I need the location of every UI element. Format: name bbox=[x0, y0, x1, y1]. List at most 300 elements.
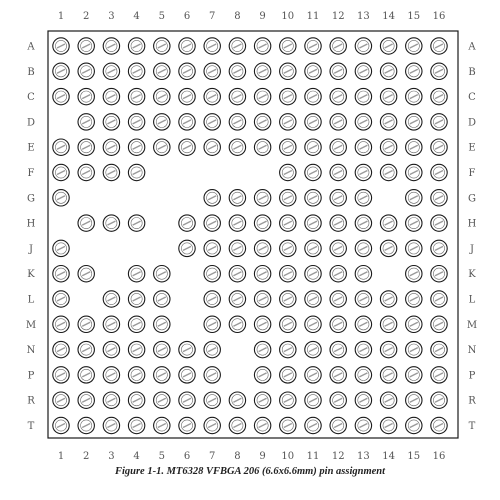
column-label-top: 8 bbox=[234, 11, 241, 22]
column-label-bottom: 8 bbox=[234, 451, 241, 462]
pin-A5 bbox=[154, 38, 170, 54]
column-label-top: 13 bbox=[357, 11, 370, 22]
pin-T12 bbox=[330, 417, 346, 433]
pin-P1 bbox=[53, 367, 69, 383]
pin-N6 bbox=[179, 341, 195, 357]
pin-K1 bbox=[53, 266, 69, 282]
pin-P5 bbox=[154, 367, 170, 383]
pin-F1 bbox=[53, 164, 69, 180]
column-label-top: 5 bbox=[158, 11, 165, 22]
pin-K12 bbox=[330, 266, 346, 282]
pin-L8 bbox=[229, 291, 245, 307]
pin-H11 bbox=[305, 215, 321, 231]
pin-C7 bbox=[204, 88, 220, 104]
row-label-right: A bbox=[468, 41, 476, 53]
pin-D10 bbox=[280, 114, 296, 130]
pin-E6 bbox=[179, 139, 195, 155]
pin-R13 bbox=[355, 392, 371, 408]
pin-L12 bbox=[330, 291, 346, 307]
pin-T13 bbox=[355, 417, 371, 433]
column-label-top: 11 bbox=[306, 11, 320, 22]
pin-D7 bbox=[204, 114, 220, 130]
row-label-left: J bbox=[28, 243, 34, 255]
pin-H10 bbox=[280, 215, 296, 231]
pin-A14 bbox=[380, 38, 396, 54]
column-label-bottom: 13 bbox=[357, 451, 370, 462]
row-label-right: F bbox=[468, 168, 476, 179]
row-label-left: P bbox=[27, 370, 35, 382]
pin-B7 bbox=[204, 63, 220, 79]
pin-J16 bbox=[431, 240, 447, 256]
pin-B8 bbox=[229, 63, 245, 79]
pin-C14 bbox=[380, 88, 396, 104]
pin-P12 bbox=[330, 367, 346, 383]
pin-F15 bbox=[406, 164, 422, 180]
pin-M8 bbox=[229, 316, 245, 332]
column-label-top: 4 bbox=[133, 11, 140, 22]
figure-caption: Figure 1-1. MT6328 VFBGA 206 (6.6x6.6mm) pin assignment bbox=[114, 466, 386, 477]
pin-E3 bbox=[103, 139, 119, 155]
pin-R9 bbox=[254, 392, 270, 408]
pin-R5 bbox=[154, 392, 170, 408]
pin-C11 bbox=[305, 88, 321, 104]
pin-G7 bbox=[204, 190, 220, 206]
row-label-left: H bbox=[26, 218, 36, 230]
pin-N5 bbox=[154, 341, 170, 357]
pin-G12 bbox=[330, 190, 346, 206]
pin-A12 bbox=[330, 38, 346, 54]
row-label-left: B bbox=[27, 66, 35, 78]
pin-C12 bbox=[330, 88, 346, 104]
pin-K16 bbox=[431, 266, 447, 282]
pin-D12 bbox=[330, 114, 346, 130]
pin-J9 bbox=[254, 240, 270, 256]
pin-T3 bbox=[103, 417, 119, 433]
pin-E15 bbox=[406, 139, 422, 155]
pin-M16 bbox=[431, 316, 447, 332]
pin-P16 bbox=[431, 367, 447, 383]
column-label-top: 10 bbox=[281, 11, 295, 22]
column-labels-bottom bbox=[58, 451, 446, 462]
pin-M5 bbox=[154, 316, 170, 332]
pin-D2 bbox=[78, 114, 94, 130]
pin-F13 bbox=[355, 164, 371, 180]
column-label-bottom: 1 bbox=[57, 451, 65, 462]
pin-R14 bbox=[380, 392, 396, 408]
pin-N14 bbox=[380, 341, 396, 357]
column-label-bottom: 9 bbox=[259, 451, 266, 462]
row-label-right: H bbox=[467, 218, 477, 230]
pin-T14 bbox=[380, 417, 396, 433]
pin-P6 bbox=[179, 367, 195, 383]
pin-K15 bbox=[406, 266, 422, 282]
row-label-left: L bbox=[27, 294, 35, 306]
pin-H12 bbox=[330, 215, 346, 231]
row-label-left: C bbox=[27, 92, 35, 104]
pin-H3 bbox=[103, 215, 119, 231]
pin-E14 bbox=[380, 139, 396, 155]
pin-T4 bbox=[128, 417, 144, 433]
pin-T11 bbox=[305, 417, 321, 433]
pin-D4 bbox=[128, 114, 144, 130]
pin-A4 bbox=[128, 38, 144, 54]
pin-T6 bbox=[179, 417, 195, 433]
row-label-left: A bbox=[27, 41, 35, 53]
pin-J7 bbox=[204, 240, 220, 256]
pin-K8 bbox=[229, 266, 245, 282]
pin-D13 bbox=[355, 114, 371, 130]
pin-D16 bbox=[431, 114, 447, 130]
pin-B6 bbox=[179, 63, 195, 79]
row-label-right: R bbox=[468, 395, 476, 407]
pin-N13 bbox=[355, 341, 371, 357]
pin-A3 bbox=[103, 38, 119, 54]
pin-T2 bbox=[78, 417, 94, 433]
pin-C16 bbox=[431, 88, 447, 104]
pin-M12 bbox=[330, 316, 346, 332]
row-label-right: M bbox=[466, 319, 478, 331]
pin-K4 bbox=[128, 266, 144, 282]
pin-M10 bbox=[280, 316, 296, 332]
pin-B15 bbox=[406, 63, 422, 79]
pin-F14 bbox=[380, 164, 396, 180]
column-labels-top bbox=[58, 11, 446, 22]
pin-N9 bbox=[254, 341, 270, 357]
pin-D9 bbox=[254, 114, 270, 130]
pin-F3 bbox=[103, 164, 119, 180]
pin-L14 bbox=[380, 291, 396, 307]
row-label-left: K bbox=[27, 269, 35, 281]
pin-T7 bbox=[204, 417, 220, 433]
row-label-left: F bbox=[27, 168, 35, 179]
pin-G16 bbox=[431, 190, 447, 206]
pin-A1 bbox=[53, 38, 69, 54]
pin-J12 bbox=[330, 240, 346, 256]
pin-D15 bbox=[406, 114, 422, 130]
pin-K5 bbox=[154, 266, 170, 282]
pin-P14 bbox=[380, 367, 396, 383]
pin-T5 bbox=[154, 417, 170, 433]
pin-B4 bbox=[128, 63, 144, 79]
pin-A7 bbox=[204, 38, 220, 54]
row-label-right: T bbox=[468, 421, 476, 432]
pin-B9 bbox=[254, 63, 270, 79]
column-label-top: 2 bbox=[83, 11, 90, 22]
pin-B5 bbox=[154, 63, 170, 79]
pin-R3 bbox=[103, 392, 119, 408]
pin-C2 bbox=[78, 88, 94, 104]
row-labels-right bbox=[467, 42, 477, 433]
pin-C9 bbox=[254, 88, 270, 104]
pin-D11 bbox=[305, 114, 321, 130]
row-label-left: M bbox=[25, 319, 37, 331]
column-label-bottom: 14 bbox=[382, 451, 395, 462]
pin-J15 bbox=[406, 240, 422, 256]
pin-F2 bbox=[78, 164, 94, 180]
pin-K13 bbox=[355, 266, 371, 282]
pin-D3 bbox=[103, 114, 119, 130]
pin-G9 bbox=[254, 190, 270, 206]
row-label-left: N bbox=[26, 345, 36, 357]
column-label-top: 15 bbox=[407, 11, 421, 22]
pin-P10 bbox=[280, 367, 296, 383]
column-label-bottom: 15 bbox=[407, 451, 421, 462]
pin-B14 bbox=[380, 63, 396, 79]
pin-L10 bbox=[280, 291, 296, 307]
pin-M4 bbox=[128, 316, 144, 332]
pin-C15 bbox=[406, 88, 422, 104]
pin-E5 bbox=[154, 139, 170, 155]
pin-A15 bbox=[406, 38, 422, 54]
pin-J13 bbox=[355, 240, 371, 256]
pin-H9 bbox=[254, 215, 270, 231]
pin-C1 bbox=[53, 88, 69, 104]
column-label-bottom: 11 bbox=[306, 451, 320, 462]
row-label-left: D bbox=[26, 117, 36, 129]
pin-L5 bbox=[154, 291, 170, 307]
pin-T1 bbox=[53, 417, 69, 433]
pin-E10 bbox=[280, 139, 296, 155]
pin-E12 bbox=[330, 139, 346, 155]
pin-T10 bbox=[280, 417, 296, 433]
pin-L3 bbox=[103, 291, 119, 307]
pin-N7 bbox=[204, 341, 220, 357]
column-label-top: 1 bbox=[57, 11, 65, 22]
pin-P9 bbox=[254, 367, 270, 383]
row-label-left: R bbox=[27, 395, 35, 407]
pin-E11 bbox=[305, 139, 321, 155]
pin-P15 bbox=[406, 367, 422, 383]
pin-M13 bbox=[355, 316, 371, 332]
pin-F4 bbox=[128, 164, 144, 180]
pin-R10 bbox=[280, 392, 296, 408]
pin-L11 bbox=[305, 291, 321, 307]
pin-H14 bbox=[380, 215, 396, 231]
pin-R2 bbox=[78, 392, 94, 408]
row-label-right: N bbox=[467, 345, 477, 357]
pin-L13 bbox=[355, 291, 371, 307]
pin-C13 bbox=[355, 88, 371, 104]
pin-R11 bbox=[305, 392, 321, 408]
row-label-right: J bbox=[469, 243, 475, 255]
pin-L9 bbox=[254, 291, 270, 307]
column-label-bottom: 2 bbox=[83, 451, 90, 462]
column-label-top: 6 bbox=[183, 11, 191, 22]
pin-M3 bbox=[103, 316, 119, 332]
pin-E13 bbox=[355, 139, 371, 155]
column-label-bottom: 16 bbox=[432, 451, 446, 462]
row-label-right: L bbox=[468, 294, 476, 306]
pin-K2 bbox=[78, 266, 94, 282]
pin-A9 bbox=[254, 38, 270, 54]
pin-N2 bbox=[78, 341, 94, 357]
pin-G8 bbox=[229, 190, 245, 206]
pin-M11 bbox=[305, 316, 321, 332]
column-label-bottom: 6 bbox=[183, 451, 191, 462]
pin-P4 bbox=[128, 367, 144, 383]
pin-T15 bbox=[406, 417, 422, 433]
pin-L4 bbox=[128, 291, 144, 307]
pin-C10 bbox=[280, 88, 296, 104]
pin-A10 bbox=[280, 38, 296, 54]
pin-H4 bbox=[128, 215, 144, 231]
row-label-right: C bbox=[468, 92, 476, 104]
column-label-bottom: 7 bbox=[209, 451, 216, 462]
row-label-right: P bbox=[468, 370, 476, 382]
pin-J6 bbox=[179, 240, 195, 256]
pin-M9 bbox=[254, 316, 270, 332]
pin-J1 bbox=[53, 240, 69, 256]
pin-K9 bbox=[254, 266, 270, 282]
pin-E16 bbox=[431, 139, 447, 155]
pin-R1 bbox=[53, 392, 69, 408]
row-label-right: B bbox=[468, 66, 476, 78]
pin-H16 bbox=[431, 215, 447, 231]
pin-B10 bbox=[280, 63, 296, 79]
pin-R15 bbox=[406, 392, 422, 408]
pin-F12 bbox=[330, 164, 346, 180]
column-label-bottom: 10 bbox=[281, 451, 295, 462]
pin-H7 bbox=[204, 215, 220, 231]
column-label-top: 9 bbox=[259, 11, 266, 22]
pin-B12 bbox=[330, 63, 346, 79]
pin-G13 bbox=[355, 190, 371, 206]
pin-D14 bbox=[380, 114, 396, 130]
column-label-top: 16 bbox=[432, 11, 446, 22]
pin-M2 bbox=[78, 316, 94, 332]
pin-J8 bbox=[229, 240, 245, 256]
row-label-left: G bbox=[27, 193, 35, 205]
pin-M7 bbox=[204, 316, 220, 332]
pin-B1 bbox=[53, 63, 69, 79]
row-label-right: E bbox=[468, 142, 476, 154]
pin-P2 bbox=[78, 367, 94, 383]
pin-C5 bbox=[154, 88, 170, 104]
column-label-top: 7 bbox=[209, 11, 216, 22]
pin-H15 bbox=[406, 215, 422, 231]
row-label-left: T bbox=[27, 421, 35, 432]
pin-D8 bbox=[229, 114, 245, 130]
pin-A13 bbox=[355, 38, 371, 54]
pin-N1 bbox=[53, 341, 69, 357]
column-label-bottom: 4 bbox=[133, 451, 140, 462]
column-label-bottom: 12 bbox=[331, 451, 345, 462]
pin-N15 bbox=[406, 341, 422, 357]
pin-N3 bbox=[103, 341, 119, 357]
pin-B13 bbox=[355, 63, 371, 79]
pin-E1 bbox=[53, 139, 69, 155]
pin-M1 bbox=[53, 316, 69, 332]
pin-C6 bbox=[179, 88, 195, 104]
pin-B3 bbox=[103, 63, 119, 79]
pin-B2 bbox=[78, 63, 94, 79]
pin-C8 bbox=[229, 88, 245, 104]
row-label-right: K bbox=[468, 269, 476, 281]
pin-N12 bbox=[330, 341, 346, 357]
row-label-right: D bbox=[467, 117, 477, 129]
pin-E7 bbox=[204, 139, 220, 155]
pin-H8 bbox=[229, 215, 245, 231]
pin-T16 bbox=[431, 417, 447, 433]
pin-J11 bbox=[305, 240, 321, 256]
column-label-top: 3 bbox=[108, 11, 115, 22]
pin-L1 bbox=[53, 291, 69, 307]
pin-N10 bbox=[280, 341, 296, 357]
pin-D5 bbox=[154, 114, 170, 130]
pin-G10 bbox=[280, 190, 296, 206]
pin-M14 bbox=[380, 316, 396, 332]
pin-F16 bbox=[431, 164, 447, 180]
row-labels-left bbox=[26, 42, 36, 433]
pin-H13 bbox=[355, 215, 371, 231]
pin-G11 bbox=[305, 190, 321, 206]
pin-R6 bbox=[179, 392, 195, 408]
pin-D6 bbox=[179, 114, 195, 130]
pin-N11 bbox=[305, 341, 321, 357]
column-label-bottom: 5 bbox=[158, 451, 165, 462]
pin-G1 bbox=[53, 190, 69, 206]
pin-G15 bbox=[406, 190, 422, 206]
column-label-top: 14 bbox=[382, 11, 395, 22]
pin-F11 bbox=[305, 164, 321, 180]
row-label-right: G bbox=[468, 193, 476, 205]
pin-T9 bbox=[254, 417, 270, 433]
pin-C4 bbox=[128, 88, 144, 104]
pin-L15 bbox=[406, 291, 422, 307]
pin-B11 bbox=[305, 63, 321, 79]
pin-R7 bbox=[204, 392, 220, 408]
pin-E9 bbox=[254, 139, 270, 155]
pin-C3 bbox=[103, 88, 119, 104]
column-label-bottom: 3 bbox=[108, 451, 115, 462]
pin-F10 bbox=[280, 164, 296, 180]
pin-R16 bbox=[431, 392, 447, 408]
pin-H2 bbox=[78, 215, 94, 231]
column-label-top: 12 bbox=[331, 11, 345, 22]
pin-R12 bbox=[330, 392, 346, 408]
pin-K11 bbox=[305, 266, 321, 282]
pin-E2 bbox=[78, 139, 94, 155]
row-label-left: E bbox=[27, 142, 35, 154]
pin-L16 bbox=[431, 291, 447, 307]
pin-M15 bbox=[406, 316, 422, 332]
pin-P13 bbox=[355, 367, 371, 383]
pin-T8 bbox=[229, 417, 245, 433]
pin-A11 bbox=[305, 38, 321, 54]
pin-H6 bbox=[179, 215, 195, 231]
pin-N16 bbox=[431, 341, 447, 357]
pin-balls bbox=[53, 38, 447, 434]
pin-P3 bbox=[103, 367, 119, 383]
pin-L7 bbox=[204, 291, 220, 307]
pin-E8 bbox=[229, 139, 245, 155]
pin-A16 bbox=[431, 38, 447, 54]
pin-P11 bbox=[305, 367, 321, 383]
pin-K10 bbox=[280, 266, 296, 282]
pin-K7 bbox=[204, 266, 220, 282]
pin-A2 bbox=[78, 38, 94, 54]
pin-E4 bbox=[128, 139, 144, 155]
pin-R4 bbox=[128, 392, 144, 408]
pin-A6 bbox=[179, 38, 195, 54]
pin-N4 bbox=[128, 341, 144, 357]
pin-P7 bbox=[204, 367, 220, 383]
pin-J14 bbox=[380, 240, 396, 256]
pin-R8 bbox=[229, 392, 245, 408]
pin-B16 bbox=[431, 63, 447, 79]
pin-A8 bbox=[229, 38, 245, 54]
pin-J10 bbox=[280, 240, 296, 256]
